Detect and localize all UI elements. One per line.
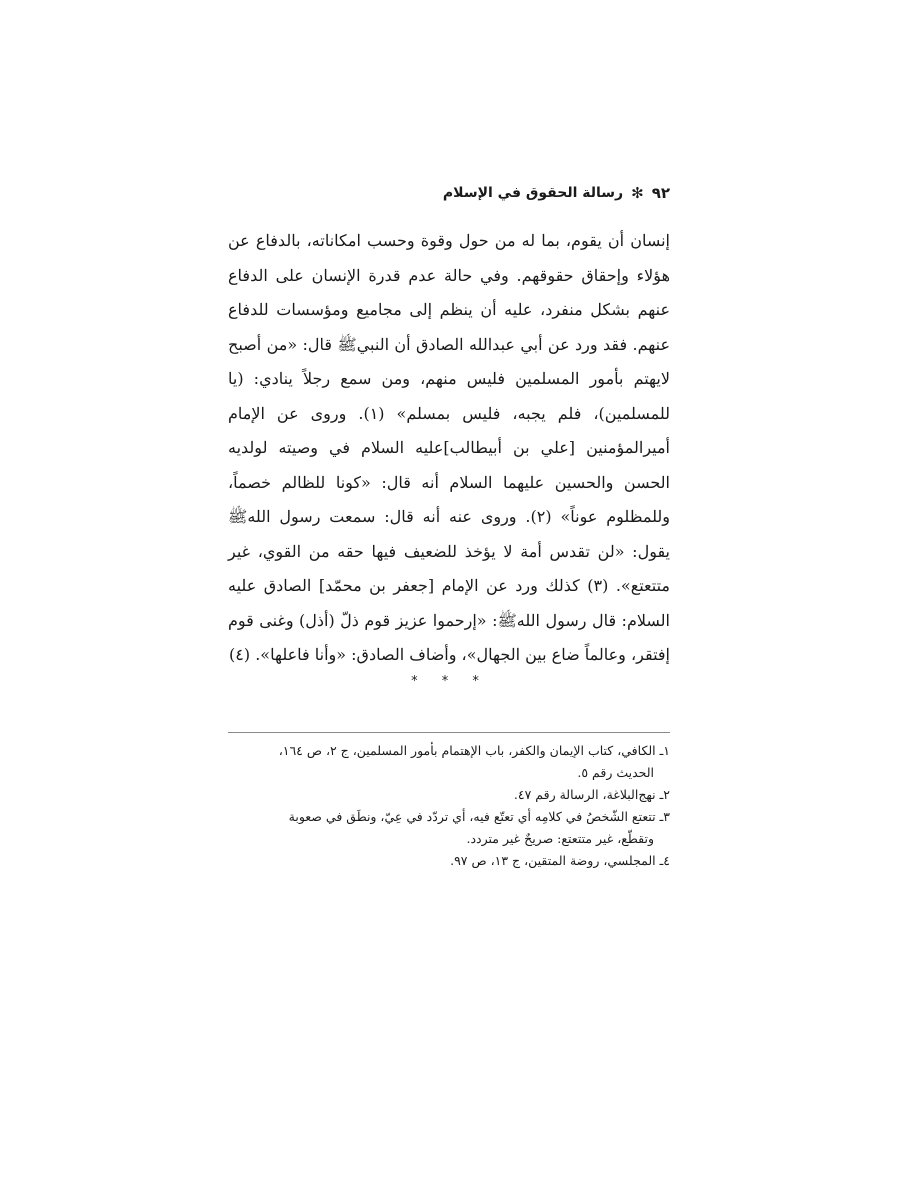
ornament-icon: ✻ <box>631 184 644 202</box>
running-title: رسالة الحقوق في الإسلام <box>442 185 624 201</box>
footnote-4-line-1: ٤ـ المجلسي، روضة المتقين، ج ١٣، ص ٩٧. <box>450 853 670 868</box>
section-divider: * * * <box>411 674 489 689</box>
footnote-4 <box>228 850 670 872</box>
footnote-2 <box>228 784 670 806</box>
footnote-3-line-2: وتقطّع، غير متتعتع: صريحٌ غير متردد. <box>466 831 654 846</box>
main-text <box>228 224 670 673</box>
footnote-1-line-2: الحديث رقم ٥. <box>577 765 654 780</box>
footnotes <box>228 740 670 872</box>
footnote-1 <box>228 740 670 784</box>
body-paragraph: إنسان أن يقوم، بما له من حول وقوة وحسب امكاناته، بالدفاع عن هؤلاء وإحقاق حقوقهم. وفي حالة عدم قدرة الإنسان على الدفاع عنهم بشكل منفرد، عليه أن ينظم إلى مجاميع ومؤسسات للدفاع عنهم. فقد ورد عن أبي عبدالله الصادق أن النبيﷺ قال: «من أصبح لايهتم بأمور المسلمين فليس منهم، ومن سمع رجلاً ينادي: (يا للمسلمين)، فلم يجبه، فليس بمسلم» (١). وروى عن الإمام أميرالمؤمنين [علي بن أبيطالب]عليه السلام في وصيته لولديه الحسن والحسين عليهما السلام أنه قال: «كونا للظالم خصماً، وللمظلوم عوناً» (٢). وروى عنه أنه قال: سمعت رسول اللهﷺ يقول: «لن تقدس أمة لا يؤخذ للضعيف فيها حقه من القوي، غير متتعتع». (٣) كذلك ورد عن الإمام [جعفر بن محمّد] الصادق عليه السلام: قال رسول اللهﷺ: «إرحموا عزيز قوم ذلّ (أذل) وغنى قوم إفتقر، وعالماً ضاع بين الجهال»، وأضاف الصادق: «وأنا فاعلها». (٤) <box>228 231 671 664</box>
footnote-3-line-1: ٣ـ تتعتع الشّخصُ في كلامِه أي تعتّع فيه، أي تردّد في عِيّ، ونطَق في صعوبة <box>288 809 670 824</box>
page-number: ٩٢ <box>651 184 670 202</box>
footnote-3 <box>228 806 670 850</box>
footnote-separator <box>228 732 670 733</box>
footnote-1-line-1: ١ـ الكافي، كتاب الإيمان والكفر، باب الإهتمام بأمور المسلمين، ج ٢، ص ١٦٤، <box>278 743 670 758</box>
running-header <box>443 184 670 202</box>
footnote-2-line-1: ٢ـ نهج‌البلاغة، الرسالة رقم ٤٧. <box>513 787 670 802</box>
